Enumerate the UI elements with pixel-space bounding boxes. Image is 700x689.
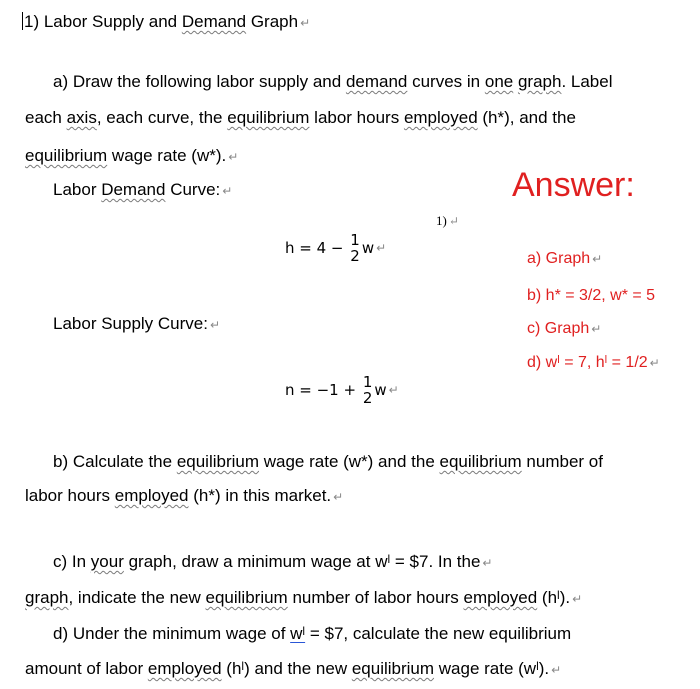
return-icon: ↵: [551, 663, 562, 677]
return-icon: ↵: [591, 322, 602, 336]
part-d-line-2: amount of labor employed (hˡ) and the new equilibrium wage rate (wˡ). ↵: [25, 659, 562, 678]
demand-curve-label: Labor Demand Curve: ↵: [53, 180, 233, 199]
answer-d: d) wˡ = 7, hˡ = 1/2 ↵: [527, 354, 660, 371]
return-icon: ↵: [228, 150, 239, 164]
answer-a: a) Graph ↵: [527, 250, 603, 267]
small-number-label: 1) ↵: [436, 213, 459, 228]
return-icon: ↵: [388, 383, 399, 397]
answer-c: c) Graph ↵: [527, 320, 602, 337]
part-c-line-2: graph, indicate the new equilibrium number of labor hours employed (hˡ). ↵: [25, 588, 583, 607]
text-cursor: [22, 12, 23, 30]
part-a-line-2: each axis, each curve, the equilibrium labor hours employed (h*), and the: [25, 108, 576, 127]
part-a-line-3: equilibrium wage rate (w*). ↵: [25, 146, 239, 165]
demand-fraction: 1 2: [350, 231, 360, 265]
part-b-line-2: labor hours employed (h*) in this market. ↵: [25, 486, 344, 505]
answer-title: Answer:: [512, 166, 635, 204]
return-icon: ↵: [333, 490, 344, 504]
return-icon: ↵: [649, 356, 660, 370]
supply-equation: n = −1 + 1 2 w ↵: [285, 373, 399, 407]
heading: 1) Labor Supply and Demand Graph ↵: [24, 12, 311, 31]
return-icon: ↵: [300, 16, 311, 30]
part-a-line-1: a) Draw the following labor supply and demand curves in one graph. Label: [53, 72, 613, 91]
supply-fraction: 1 2: [362, 373, 373, 407]
answer-b: b) h* = 3/2, w* = 5: [527, 287, 656, 304]
supply-curve-label: Labor Supply Curve: ↵: [53, 314, 221, 333]
part-c-line-1: c) In your graph, draw a minimum wage at wˡ = $7. In the ↵: [53, 552, 493, 571]
part-b-line-1: b) Calculate the equilibrium wage rate (w*) and the equilibrium number of: [53, 452, 603, 471]
return-icon: ↵: [482, 556, 493, 570]
return-icon: ↵: [209, 318, 221, 332]
part-d-line-1: d) Under the minimum wage of wˡ = $7, calculate the new equilibrium: [53, 624, 572, 643]
return-icon: ↵: [376, 241, 387, 255]
return-icon: ↵: [592, 252, 603, 266]
return-icon: ↵: [222, 184, 233, 198]
return-icon: ↵: [448, 214, 459, 228]
demand-equation: h = 4 − 1 2 w ↵: [285, 231, 387, 265]
return-icon: ↵: [572, 592, 583, 606]
